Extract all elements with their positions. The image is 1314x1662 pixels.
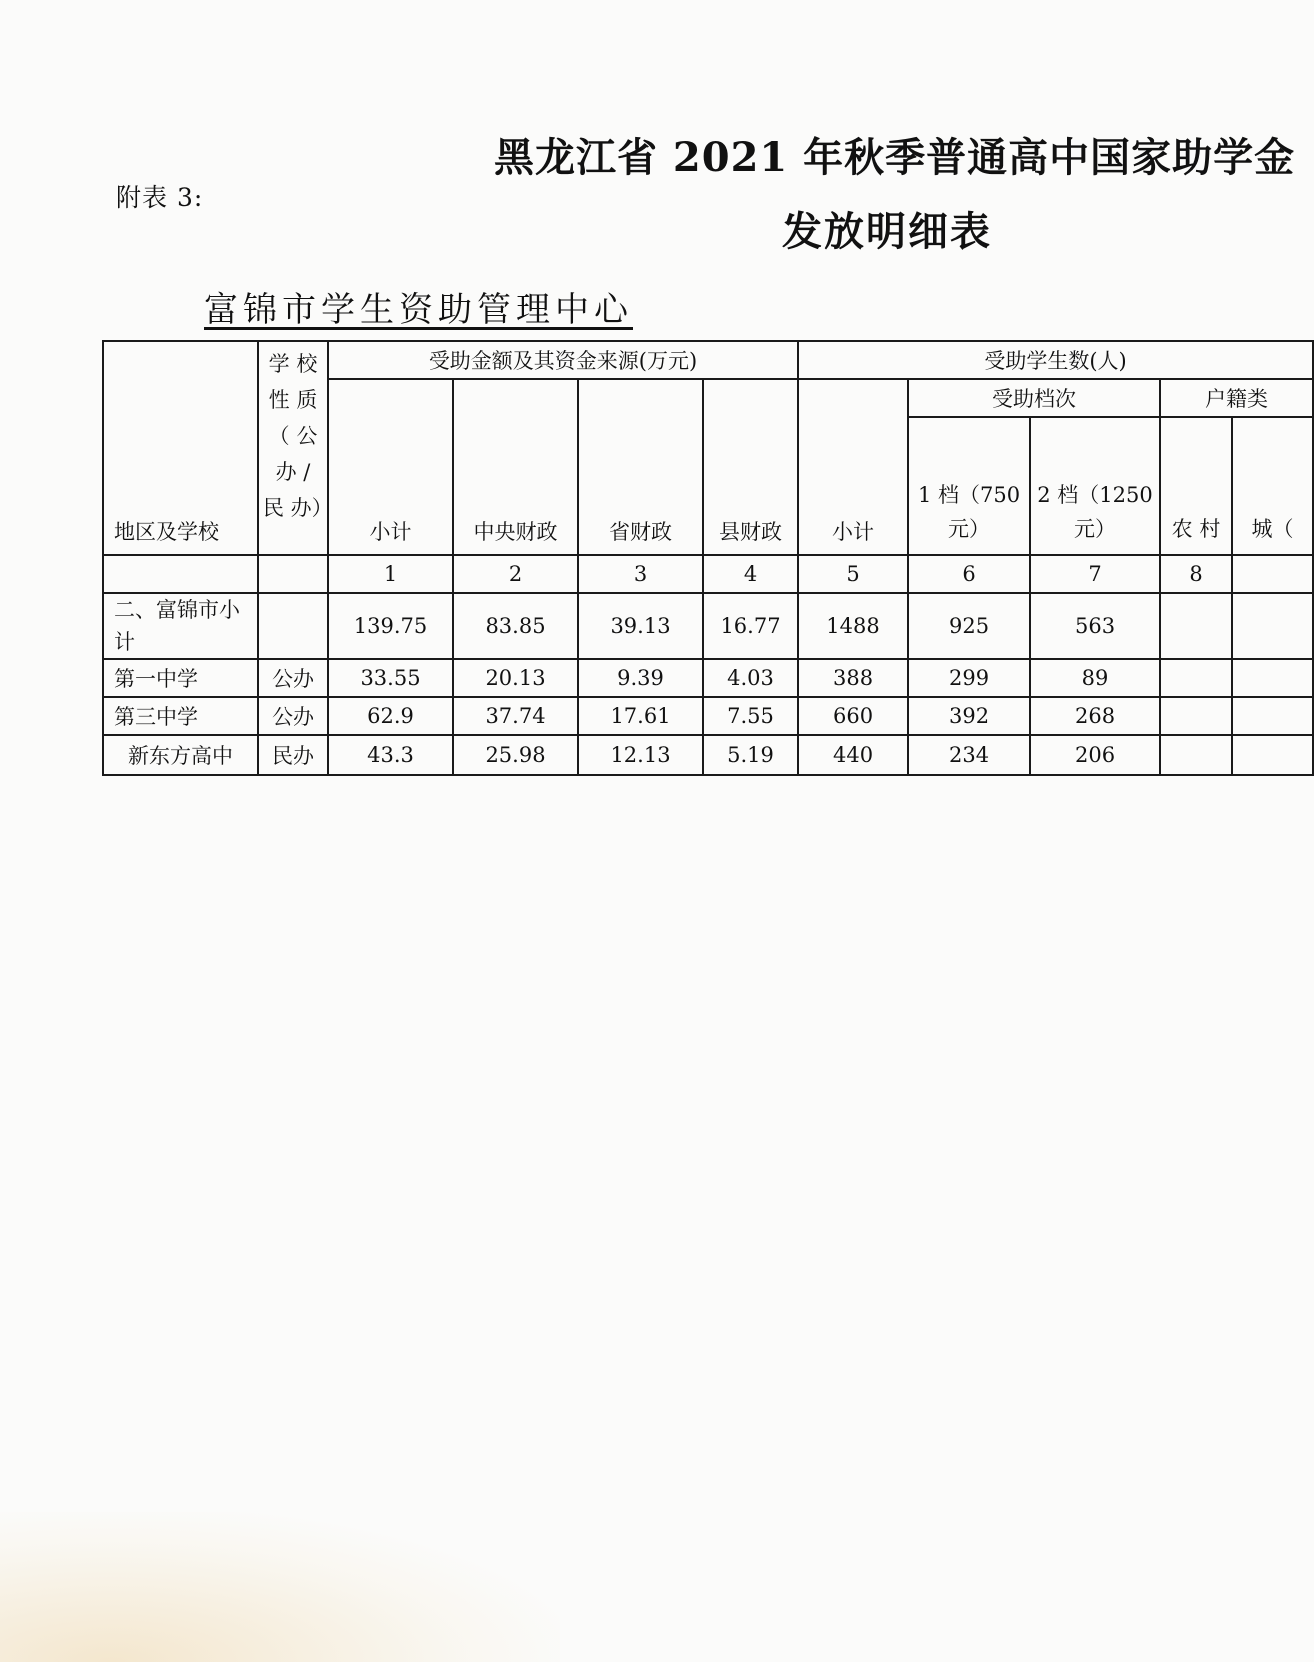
table-cell: 4.03	[703, 659, 798, 697]
table-cell	[1160, 735, 1232, 775]
table-cell: 388	[798, 659, 908, 697]
row-nature	[258, 593, 328, 659]
table-row	[103, 735, 1313, 775]
table-cell: 392	[908, 697, 1030, 735]
column-number-row	[103, 555, 1313, 593]
column-number: 3	[578, 555, 703, 593]
table-cell: 20.13	[453, 659, 578, 697]
table-cell: 139.75	[328, 593, 453, 659]
column-number	[1232, 555, 1313, 593]
table-cell: 299	[908, 659, 1030, 697]
table-cell: 39.13	[578, 593, 703, 659]
header-household-type: 户籍类	[1160, 379, 1313, 417]
table-cell: 925	[908, 593, 1030, 659]
grant-table	[102, 340, 1314, 776]
table-cell	[1160, 593, 1232, 659]
column-number: 1	[328, 555, 453, 593]
table-cell	[1232, 593, 1313, 659]
paper-stain	[0, 1512, 560, 1662]
header-aid-level: 受助档次	[908, 379, 1160, 417]
table-cell: 89	[1030, 659, 1160, 697]
column-number: 4	[703, 555, 798, 593]
organization-name: 富锦市学生资助管理中心	[204, 290, 633, 330]
table-cell: 16.77	[703, 593, 798, 659]
header-region: 地区及学校	[103, 341, 258, 555]
table-cell: 1488	[798, 593, 908, 659]
row-name: 第三中学	[103, 697, 258, 735]
header-level-1: 1 档（750 元）	[908, 417, 1030, 555]
column-number: 5	[798, 555, 908, 593]
table-cell	[1160, 697, 1232, 735]
table-cell	[1160, 659, 1232, 697]
table-cell	[103, 555, 258, 593]
header-central-finance: 中央财政	[453, 379, 578, 555]
attachment-label: 附表 3:	[116, 183, 204, 212]
table-cell: 268	[1030, 697, 1160, 735]
header-rural: 农 村	[1160, 417, 1232, 555]
grant-table-viewport	[102, 340, 1294, 800]
header-county-finance: 县财政	[703, 379, 798, 555]
table-cell: 440	[798, 735, 908, 775]
table-row	[103, 659, 1313, 697]
table-cell: 563	[1030, 593, 1160, 659]
table-cell: 33.55	[328, 659, 453, 697]
document-subtitle: 发放明细表	[782, 208, 992, 255]
header-school-nature: 学 校 性 质 （ 公 办 / 民 办）	[258, 341, 328, 555]
column-number: 6	[908, 555, 1030, 593]
header-amount-group: 受助金额及其资金来源(万元)	[328, 341, 798, 379]
row-name: 新东方高中	[103, 735, 258, 775]
header-urban: 城（	[1232, 417, 1313, 555]
row-name: 第一中学	[103, 659, 258, 697]
table-cell	[1232, 735, 1313, 775]
table-cell: 9.39	[578, 659, 703, 697]
header-provincial-finance: 省财政	[578, 379, 703, 555]
table-cell: 25.98	[453, 735, 578, 775]
table-cell: 660	[798, 697, 908, 735]
table-cell	[1232, 697, 1313, 735]
header-students-group: 受助学生数(人)	[798, 341, 1313, 379]
header-level-2: 2 档（1250 元）	[1030, 417, 1160, 555]
column-number: 8	[1160, 555, 1232, 593]
document-title: 黑龙江省 2021 年秋季普通高中国家助学金	[494, 134, 1296, 181]
table-cell: 17.61	[578, 697, 703, 735]
table-cell: 5.19	[703, 735, 798, 775]
table-cell: 62.9	[328, 697, 453, 735]
table-cell	[258, 555, 328, 593]
table-cell: 234	[908, 735, 1030, 775]
header-amount-subtotal: 小计	[328, 379, 453, 555]
row-nature: 民办	[258, 735, 328, 775]
table-cell: 83.85	[453, 593, 578, 659]
column-number: 2	[453, 555, 578, 593]
table-cell: 206	[1030, 735, 1160, 775]
table-cell: 12.13	[578, 735, 703, 775]
table-cell	[1232, 659, 1313, 697]
table-cell: 37.74	[453, 697, 578, 735]
row-name: 二、富锦市小计	[103, 593, 258, 659]
table-cell: 43.3	[328, 735, 453, 775]
column-number: 7	[1030, 555, 1160, 593]
table-cell: 7.55	[703, 697, 798, 735]
header-students-subtotal: 小计	[798, 379, 908, 555]
table-row-subtotal	[103, 593, 1313, 659]
table-row	[103, 697, 1313, 735]
row-nature: 公办	[258, 659, 328, 697]
row-nature: 公办	[258, 697, 328, 735]
